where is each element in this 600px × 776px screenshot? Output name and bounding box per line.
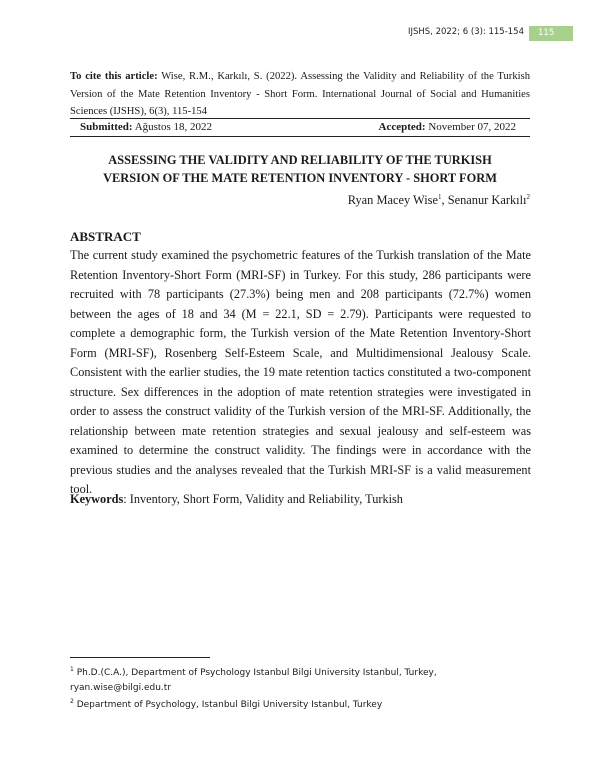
author-2-affiliation-mark: 2 (526, 193, 530, 201)
footnote-2-text: Department of Psychology, Istanbul Bilgi University Istanbul, Turkey (73, 700, 383, 710)
submission-dates-bar (70, 118, 530, 137)
title-line-1: ASSESSING THE VALIDITY AND RELIABILITY OF THE TURKISH (108, 153, 492, 167)
keywords-label: Keywords (70, 492, 124, 506)
citation-block (70, 68, 530, 121)
keywords-line (70, 490, 531, 510)
footnote-2 (70, 695, 530, 713)
footnote-1 (70, 663, 530, 695)
keywords-text: : Inventory, Short Form, Validity and Reliability, Turkish (123, 492, 403, 506)
author-1-affiliation-mark: 1 (438, 193, 442, 201)
citation-text: Wise, R.M., Karkılı, S. (2022). Assessing the Validity and Reliability of the Turkish Version of the Mate Retention Inventory - Short Form. International Journal of Social and Humanities Sciences (IJSHS), 6(3), 115-154 (70, 71, 530, 118)
footnote-divider (70, 657, 210, 658)
author-1: Ryan Macey Wise (347, 193, 438, 208)
citation-label: To cite this article: (70, 71, 158, 82)
submitted-value: Ağustos 18, 2022 (132, 121, 213, 133)
abstract-body: The current study examined the psychometric features of the Turkish translation of the Mate Retention Inventory-Short Form (MRI-SF) in Turkey. For this study, 286 participants were recruited with 78 participants (27.3%) being men and 208 participants (72.7%) women between the ages of 18 and 34 (M = 22.1, SD = 2.79). Participants were requested to complete a demographic form, the Turkish version of the Mate Retention Inventory-Short Form (MRI-SF), Rosenberg Self-Esteem Scale, and Multidimensional Jealousy Scale. Consistent with the earlier studies, the 19 mate retention tactics constituted a two-component structure. Sex differences in the adoption of mate retention strategies were investigated in order to assess the construct validity of the Turkish version of the MRI-SF. Additionally, the relationship between mate retention strategies and sexual jealousy and self-esteem was examined to determine the construct validity. The findings were in accordance with the previous studies and the analyses revealed that the Turkish MRI-SF is a valid measurement tool. (70, 248, 531, 496)
accepted-date (379, 119, 516, 136)
running-header (0, 24, 600, 44)
abstract-heading: ABSTRACT (70, 229, 141, 244)
footnotes (70, 663, 530, 713)
page-number-badge: 115 (529, 26, 573, 41)
submitted-label: Submitted: (80, 121, 133, 133)
author-list (348, 189, 530, 209)
footnote-1-mark: 1 (70, 666, 74, 673)
title-line-2: VERSION OF THE MATE RETENTION INVENTORY - SHORT FORM (103, 170, 497, 185)
accepted-value: November 07, 2022 (425, 121, 516, 133)
footnote-2-mark: 2 (70, 698, 74, 705)
journal-reference: IJSHS, 2022; 6 (3): 115-154 (407, 27, 524, 37)
footnote-1-text: Ph.D.(C.A.), Department of Psychology Istanbul Bilgi University Istanbul, Turkey, ryan.wise@bilgi.edu.tr (70, 668, 437, 693)
paper-title (70, 152, 530, 187)
author-2: Senanur Karkılı (447, 193, 527, 208)
submitted-date (80, 119, 212, 136)
author-separator: , (441, 193, 448, 208)
accepted-label: Accepted: (378, 121, 426, 133)
